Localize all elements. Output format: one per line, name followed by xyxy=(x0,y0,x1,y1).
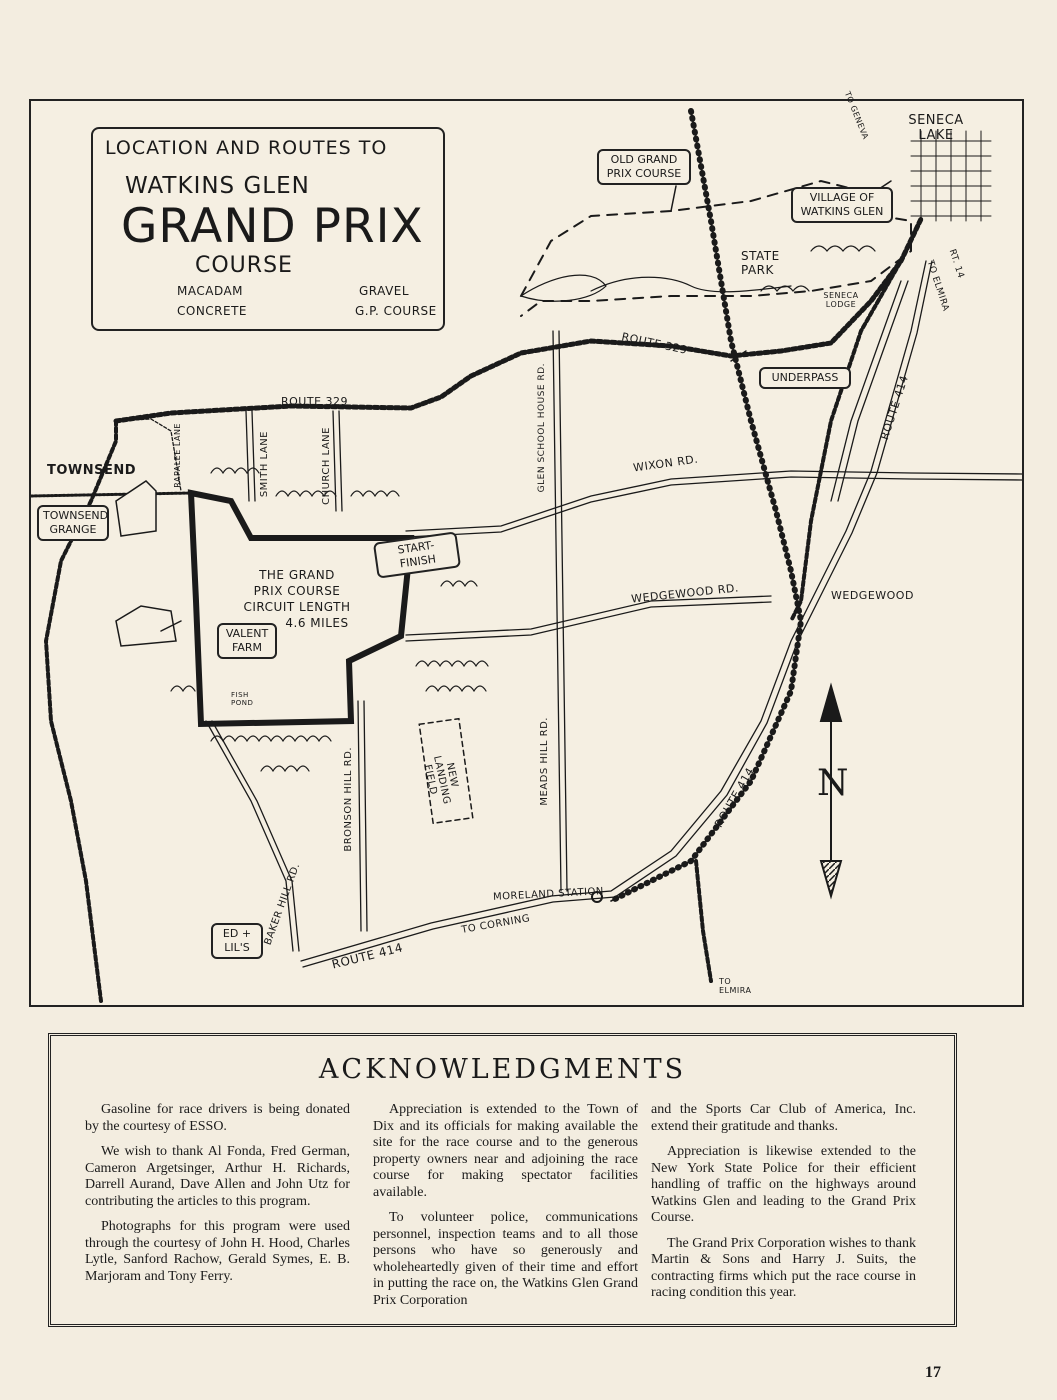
legend-key-gp-course: G.P. COURSE xyxy=(355,304,437,318)
ack-paragraph: To volunteer police, communications personnel, inspection teams and to all those persons who have so generously and wholeheartedly given of their time and effort in putting the race on, the Watkins Glen Grand Prix Corporation xyxy=(373,1210,638,1308)
wedgewood-rd xyxy=(406,596,771,635)
ack-paragraph: Appreciation is extended to the Town of Dix and its officials for making available the site for the race course and to the generous property owners near and adjoining the race course for making spectator facilities available. xyxy=(373,1102,638,1200)
course-info-line1: THE GRAND xyxy=(259,568,335,582)
label-route-329-west: ROUTE 329 xyxy=(281,395,349,408)
label-seneca-lake: SENECA LAKE xyxy=(908,113,964,143)
label-landing-field: NEW LANDING FIELD xyxy=(421,754,460,806)
ack-column-3 xyxy=(651,1102,916,1311)
course-info-line2: PRIX COURSE xyxy=(253,584,341,598)
label-rapalee-lane: RAPALEE LANE xyxy=(173,423,182,488)
legend-line2: WATKINS GLEN xyxy=(125,173,310,199)
east-macadam-road xyxy=(791,219,921,621)
callout-ed-lils: ED + LIL'S xyxy=(211,923,263,959)
townsend-road xyxy=(31,493,191,496)
course-info-line3: CIRCUIT LENGTH xyxy=(243,600,351,614)
callout-townsend-grange: TOWNSEND GRANGE xyxy=(37,505,109,541)
callout-underpass: UNDERPASS xyxy=(759,367,851,389)
legend-box xyxy=(91,127,445,331)
label-smith-lane: SMITH LANE xyxy=(259,431,270,498)
ack-paragraph: and the Sports Car Club of America, Inc. extend their gratitude and thanks. xyxy=(651,1102,916,1134)
legend-key-concrete: CONCRETE xyxy=(177,304,248,318)
label-route-329-east: ROUTE 329 xyxy=(620,330,689,357)
legend-key-gravel: GRAVEL xyxy=(359,284,410,298)
ack-paragraph: The Grand Prix Corporation wishes to thank Martin & Sons and Harry J. Suits, the contracting firms which put the race course in racing condition this year. xyxy=(651,1235,916,1300)
legend-key-macadam: MACADAM xyxy=(177,284,244,298)
label-wedgewood-rd: WEDGEWOOD RD. xyxy=(630,581,740,606)
bronson-hill-rd xyxy=(358,701,361,931)
label-to-corning: TO CORNING xyxy=(460,913,532,936)
map-frame xyxy=(29,90,1024,1007)
label-route-414-mid: ROUTE 414 xyxy=(712,765,757,830)
village-grid xyxy=(911,131,991,221)
gravel-rapalee xyxy=(116,419,181,491)
ack-paragraph: Photographs for this program were used through the courtesy of John H. Hood, Charles Lytle, Sanford Rachow, Gerald Symes, E. B. Marjoram and Tony Ferry. xyxy=(85,1219,350,1284)
callout-start-finish: START-FINISH xyxy=(373,531,461,578)
legend-line1: LOCATION AND ROUTES TO xyxy=(105,137,388,159)
course-info-line4: 4.6 MILES xyxy=(285,616,349,630)
legend-line3: GRAND PRIX xyxy=(121,199,424,254)
label-townsend: TOWNSEND xyxy=(47,463,137,478)
label-north: N xyxy=(817,763,849,804)
label-church-lane: CHURCH LANE xyxy=(321,427,332,505)
label-glen-school-house-rd: GLEN SCHOOL HOUSE RD. xyxy=(537,363,547,493)
ack-column-1 xyxy=(85,1102,350,1294)
callout-village: VILLAGE OF WATKINS GLEN xyxy=(791,187,893,223)
label-route-414-south: ROUTE 414 xyxy=(330,940,405,972)
label-to-elmira-rt14: TO ELMIRA xyxy=(924,259,951,313)
route-414 xyxy=(301,261,926,961)
ack-column-2 xyxy=(373,1102,638,1318)
acknowledgments-title: ACKNOWLEDGMENTS xyxy=(318,1054,687,1085)
ack-paragraph: Appreciation is likewise extended to the New York State Police for their efficient handling of traffic on the highways around Watkins Glen and leading to the Grand Prix Course. xyxy=(651,1144,916,1225)
gravel-smith xyxy=(246,411,249,501)
label-wixon-rd: WIXON RD. xyxy=(632,452,700,475)
label-moreland-station: MORELAND STATION xyxy=(492,886,605,903)
ack-paragraph: We wish to thank Al Fonda, Fred German, Cameron Argetsinger, Arthur H. Richards, Darrell Aurand, Dave Allen and John Utz for contributing the articles to this program. xyxy=(85,1144,350,1209)
label-seneca-lodge: SENECA LODGE xyxy=(823,291,859,309)
acknowledgments-box xyxy=(48,1033,957,1327)
ack-paragraph: Gasoline for race drivers is being donated by the courtesy of ESSO. xyxy=(85,1102,350,1134)
label-bronson-hill-rd: BRONSON HILL RD. xyxy=(343,747,354,852)
course-info xyxy=(227,567,367,631)
glen-stream xyxy=(521,275,606,301)
farm-buildings xyxy=(116,481,176,646)
label-to-geneva: TO GENEVA xyxy=(842,90,871,141)
callout-old-course: OLD GRAND PRIX COURSE xyxy=(597,149,691,185)
legend-line4: COURSE xyxy=(195,253,293,278)
callout-valent-farm: VALENT FARM xyxy=(217,623,277,659)
label-route-414-north: ROUTE 414 xyxy=(877,373,912,442)
label-rt14: RT. 14 xyxy=(946,248,966,280)
page-number: 17 xyxy=(925,1364,941,1381)
label-meads-hill-rd: MEADS HILL RD. xyxy=(539,717,550,806)
label-to-elmira-bottom: TO ELMIRA xyxy=(719,977,752,995)
wixon-rd xyxy=(406,471,1022,531)
label-wedgewood: WEDGEWOOD xyxy=(831,589,914,602)
label-state-park: STATE PARK xyxy=(741,249,780,277)
railroad xyxy=(611,111,801,901)
label-fish-pond: FISH POND xyxy=(231,691,254,707)
label-baker-hill-rd: BAKER HILL RD. xyxy=(262,861,303,947)
